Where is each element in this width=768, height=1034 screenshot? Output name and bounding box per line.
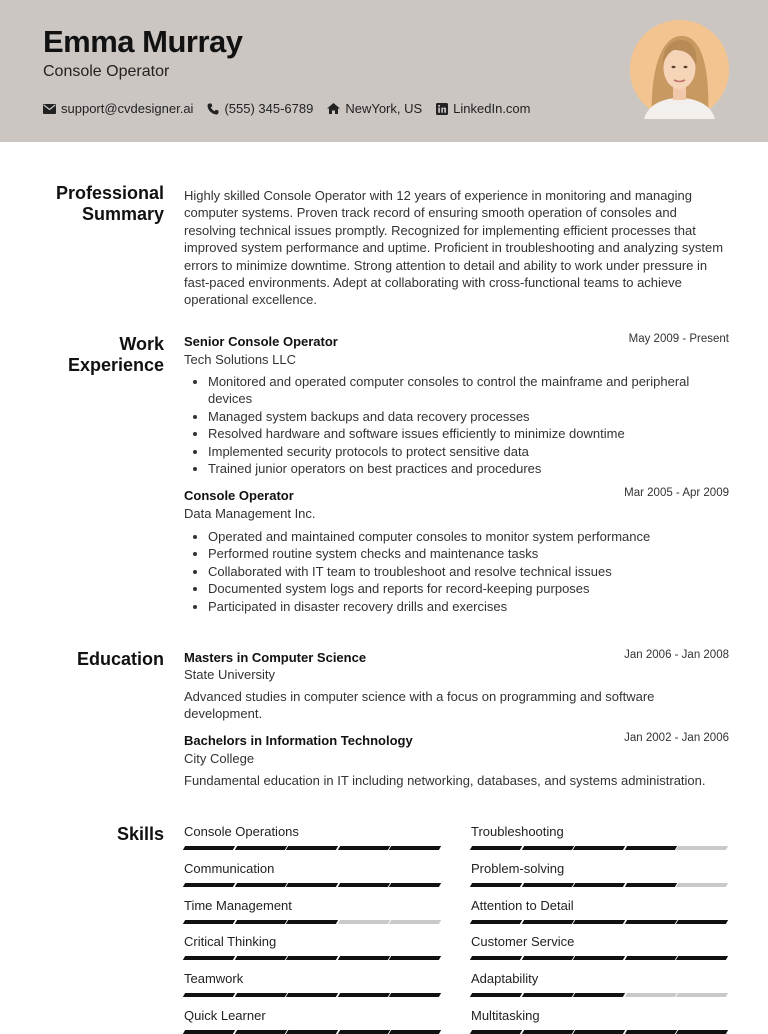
contact-linkedin[interactable] xyxy=(436,101,530,116)
skill-level-segment xyxy=(286,846,338,850)
skill-item xyxy=(471,971,729,997)
skill-level-bar xyxy=(184,920,442,924)
skill-level-segment xyxy=(625,846,677,850)
contact-location-text: NewYork, US xyxy=(345,101,423,116)
skill-level-bar xyxy=(184,846,442,850)
linkedin-icon xyxy=(436,103,448,115)
skill-item xyxy=(184,898,442,924)
phone-icon xyxy=(207,103,219,115)
skill-level-bar xyxy=(471,883,729,887)
skill-item xyxy=(471,824,729,850)
skill-name: Teamwork xyxy=(184,971,244,987)
skill-level-bar xyxy=(184,883,442,887)
section-title-line: Professional xyxy=(55,183,164,203)
skill-item xyxy=(184,1008,442,1034)
contact-bar xyxy=(43,101,545,116)
skill-level-segment xyxy=(470,846,522,850)
skill-level-segment xyxy=(470,1030,522,1034)
skill-item xyxy=(184,824,442,850)
skill-level-segment xyxy=(676,956,728,960)
skill-name: Adaptability xyxy=(471,971,539,987)
degree-title: Masters in Computer Science xyxy=(184,650,367,665)
job-company: Data Management Inc. xyxy=(184,506,316,521)
skill-level-segment xyxy=(573,846,625,850)
skill-level-segment xyxy=(234,993,286,997)
skill-level-segment xyxy=(625,956,677,960)
skill-level-bar xyxy=(471,846,729,850)
degree-dates: Jan 2006 - Jan 2008 xyxy=(624,649,729,661)
list-item: Monitored and operated computer consoles to control the mainframe and peripheral devices xyxy=(184,373,729,408)
skill-level-segment xyxy=(521,993,573,997)
skill-name: Attention to Detail xyxy=(471,897,574,913)
avatar xyxy=(630,20,729,119)
skill-level-segment xyxy=(183,920,235,924)
list-item: Participated in disaster recovery drills and exercises xyxy=(184,598,729,615)
skill-level-segment xyxy=(625,993,677,997)
section-title-line: Work xyxy=(119,334,164,354)
candidate-role: Console Operator xyxy=(43,63,170,80)
skill-level-segment xyxy=(676,993,728,997)
contact-phone-text: (555) 345-6789 xyxy=(224,101,314,116)
skill-level-segment xyxy=(183,883,235,887)
skill-item xyxy=(184,934,442,960)
skill-level-segment xyxy=(234,883,286,887)
skill-name: Customer Service xyxy=(471,934,575,950)
skill-level-segment xyxy=(234,846,286,850)
skill-level-segment xyxy=(470,883,522,887)
contact-email[interactable] xyxy=(43,101,193,116)
skill-item xyxy=(471,1008,729,1034)
list-item: Performed routine system checks and maintenance tasks xyxy=(184,545,729,562)
contact-location xyxy=(327,101,422,116)
home-icon xyxy=(327,103,340,114)
skill-name: Critical Thinking xyxy=(184,934,277,950)
resume-header xyxy=(0,0,768,142)
skill-level-segment xyxy=(286,920,338,924)
skill-name: Console Operations xyxy=(184,824,299,839)
skill-level-segment xyxy=(389,920,441,924)
skill-level-segment xyxy=(625,1030,677,1034)
skill-level-segment xyxy=(470,993,522,997)
skill-level-segment xyxy=(676,1030,728,1034)
skill-level-segment xyxy=(286,1030,338,1034)
section-title-education: Education xyxy=(76,649,164,669)
skill-level-bar xyxy=(471,956,729,960)
skill-level-segment xyxy=(676,846,728,850)
envelope-icon xyxy=(43,104,56,114)
skill-level-segment xyxy=(389,993,441,997)
school-name: City College xyxy=(184,751,255,766)
job-dates: May 2009 - Present xyxy=(628,333,729,345)
skill-level-segment xyxy=(338,1030,390,1034)
job-title: Console Operator xyxy=(184,488,294,503)
skill-level-segment xyxy=(183,846,235,850)
skill-level-segment xyxy=(234,1030,286,1034)
degree-title: Bachelors in Information Technology xyxy=(184,733,413,748)
skill-level-segment xyxy=(389,883,441,887)
skill-level-segment xyxy=(573,883,625,887)
skill-level-segment xyxy=(183,956,235,960)
skill-level-segment xyxy=(183,993,235,997)
skill-level-segment xyxy=(389,956,441,960)
job-title: Senior Console Operator xyxy=(184,334,338,349)
skill-level-segment xyxy=(286,883,338,887)
list-item: Operated and maintained computer consoles to monitor system performance xyxy=(184,528,729,545)
skill-level-bar xyxy=(184,993,442,997)
skill-level-segment xyxy=(521,1030,573,1034)
contact-linkedin-text: LinkedIn.com xyxy=(453,101,531,116)
section-title-line: Summary xyxy=(81,204,164,224)
skill-level-segment xyxy=(470,920,522,924)
skill-level-segment xyxy=(389,846,441,850)
skill-level-segment xyxy=(286,956,338,960)
list-item: Documented system logs and reports for record-keeping purposes xyxy=(184,580,729,597)
list-item: Implemented security protocols to protect sensitive data xyxy=(184,443,729,460)
skill-level-segment xyxy=(521,883,573,887)
skill-level-segment xyxy=(573,920,625,924)
skill-item xyxy=(471,934,729,960)
skill-name: Troubleshooting xyxy=(471,824,564,839)
job-bullets xyxy=(184,373,729,477)
skill-level-segment xyxy=(573,1030,625,1034)
skill-name: Quick Learner xyxy=(184,1008,266,1023)
skill-level-segment xyxy=(470,956,522,960)
skill-item xyxy=(184,861,442,887)
skill-level-segment xyxy=(573,956,625,960)
skill-item xyxy=(184,971,442,997)
section-title-line: Experience xyxy=(67,355,164,375)
skill-level-segment xyxy=(676,883,728,887)
degree-dates: Jan 2002 - Jan 2006 xyxy=(624,732,729,744)
contact-phone[interactable] xyxy=(207,101,313,116)
skill-level-segment xyxy=(625,883,677,887)
skill-level-segment xyxy=(521,920,573,924)
skill-level-segment xyxy=(338,846,390,850)
job-company: Tech Solutions LLC xyxy=(184,352,297,367)
list-item: Resolved hardware and software issues efficiently to minimize downtime xyxy=(184,425,729,442)
skill-level-segment xyxy=(389,1030,441,1034)
degree-description: Advanced studies in computer science with a focus on programming and software development. xyxy=(184,689,655,722)
skill-level-segment xyxy=(234,956,286,960)
skill-level-segment xyxy=(338,993,390,997)
skill-name: Time Management xyxy=(184,897,292,913)
skill-name: Multitasking xyxy=(471,1008,540,1023)
skill-item xyxy=(471,861,729,887)
skill-level-segment xyxy=(338,956,390,960)
list-item: Trained junior operators on best practices and procedures xyxy=(184,460,729,477)
job-dates: Mar 2005 - Apr 2009 xyxy=(624,487,729,499)
degree-description: Fundamental education in IT including networking, databases, and systems administration. xyxy=(184,773,706,788)
list-item: Collaborated with IT team to troubleshoot and resolve technical issues xyxy=(184,563,729,580)
job-bullets xyxy=(184,528,729,615)
skill-level-bar xyxy=(184,956,442,960)
skill-level-bar xyxy=(471,1030,729,1034)
candidate-name: Emma Murray xyxy=(43,24,243,59)
skill-name: Problem-solving xyxy=(471,860,565,876)
skill-level-segment xyxy=(521,846,573,850)
skill-name: Communication xyxy=(184,860,275,876)
school-name: State University xyxy=(184,667,276,682)
skill-level-segment xyxy=(338,883,390,887)
skill-level-segment xyxy=(234,920,286,924)
skill-level-segment xyxy=(521,956,573,960)
skill-level-segment xyxy=(286,993,338,997)
skill-level-bar xyxy=(471,920,729,924)
skill-level-segment xyxy=(183,1030,235,1034)
skill-level-segment xyxy=(573,993,625,997)
section-title-summary xyxy=(56,183,164,225)
skill-level-bar xyxy=(184,1030,442,1034)
skill-level-segment xyxy=(625,920,677,924)
skill-item xyxy=(471,898,729,924)
contact-email-text: support@cvdesigner.ai xyxy=(61,101,194,116)
section-title-skills: Skills xyxy=(116,824,164,844)
summary-text: Highly skilled Console Operator with 12 years of experience in monitoring and managing computer systems. Proven track record of ensuring smooth operation of consoles and resolving technical issues promptly. Recognized for implementing efficient processes that improved system performance and uptime. Proficient in troubleshooting and analyzing system errors to minimize downtime. Strong attention to detail and ability to work under pressure in fast-paced environments. Adept at collaborating with cross-functional teams to achieve operational excellence. xyxy=(184,188,724,308)
list-item: Managed system backups and data recovery processes xyxy=(184,408,729,425)
skill-level-bar xyxy=(471,993,729,997)
section-title-experience xyxy=(68,334,164,376)
skill-level-segment xyxy=(338,920,390,924)
skill-level-segment xyxy=(676,920,728,924)
